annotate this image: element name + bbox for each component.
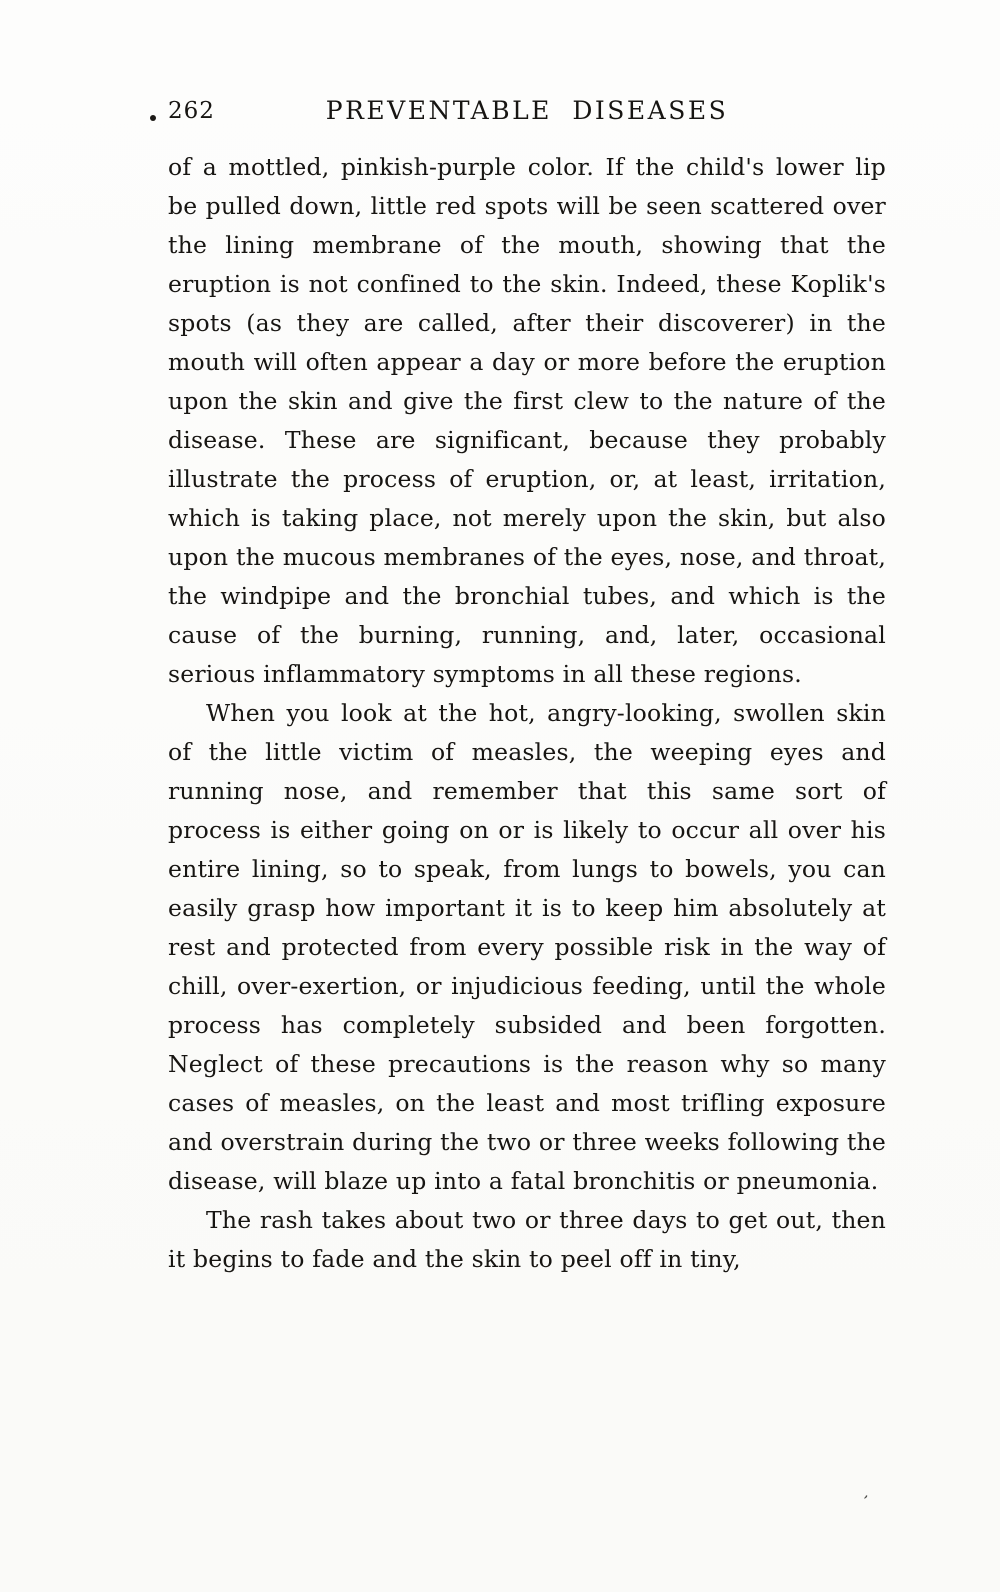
page-content	[168, 96, 886, 1279]
paragraph-3: The rash takes about two or three days to get out, then it begins to fade and the skin to peel off in tiny,	[168, 1206, 886, 1273]
body-text	[168, 148, 886, 1279]
paragraph-2: When you look at the hot, angry-looking, swollen skin of the little victim of measles, the weeping eyes and running nose, and remember that this same sort of process is either going on or is likely to occur all over his entire lining, so to speak, from lungs to bowels, you can easily grasp how important it is to keep him absolutely at rest and protected from every possible risk in the way of chill, over-exertion, or injudicious feeding, until the whole process has completely subsided and been forgotten. Neglect of these precautions is the reason why so many cases of measles, on the least and most trifling exposure and overstrain during the two or three weeks following the disease, will blaze up into a fatal bronchitis or pneumonia.	[168, 699, 886, 1195]
ink-speck	[150, 115, 156, 121]
paragraph-1: of a mottled, pinkish-purple color. If the child's lower lip be pulled down, little red spots will be seen scattered over the lining membrane of the mouth, showing that the eruption is not confined to the skin. Indeed, these Koplik's spots (as they are called, after their discoverer) in the mouth will often appear a day or more before the eruption upon the skin and give the first clew to the nature of the disease. These are significant, because they probably illustrate the process of eruption, or, at least, irritation, which is taking place, not merely upon the skin, but also upon the mucous membranes of the eyes, nose, and throat, the windpipe and the bronchial tubes, and which is the cause of the burning, running, and, later, occasional serious inflammatory symptoms in all these regions.	[168, 153, 886, 688]
page-header	[168, 96, 886, 130]
scan-artifact: ’	[859, 1491, 870, 1511]
page-number: 262	[168, 98, 215, 124]
running-head-title: PREVENTABLE DISEASES	[325, 96, 729, 125]
